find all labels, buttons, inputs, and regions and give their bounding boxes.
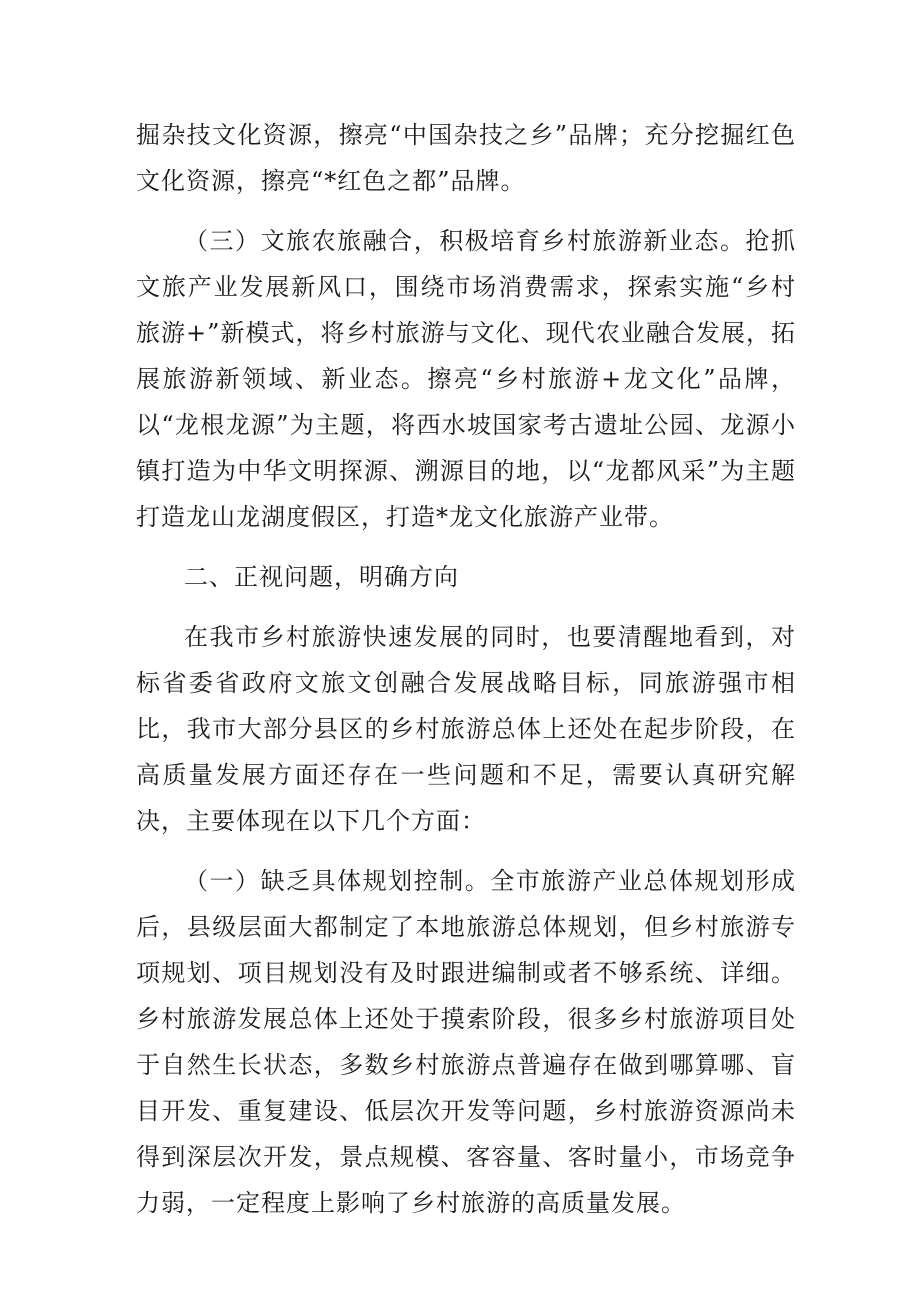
paragraph-problem-one: （一）缺乏具体规划控制。全市旅游产业总体规划形成后，县级层面大都制定了本地旅游总体规划，但乡村旅游专项规划、项目规划没有及时跟进编制或者不够系统、详细。乡村旅游发展总体上还处于摸索阶段，很多乡村旅游项目处于自然生长状态，多数乡村旅游点普遍存在做到哪算哪、盲目开发、重复建设、低层次开发等问题，乡村旅游资源尚未得到深层次开发，景点规模、客容量、客时量小，市场竞争力弱，一定程度上影响了乡村旅游的高质量发展。 xyxy=(136,867,796,1217)
paragraph-problems-intro: 在我市乡村旅游快速发展的同时，也要清醒地看到，对标省委省政府文旅文创融合发展战略目标，同旅游强市相比，我市大部分县区的乡村旅游总体上还处在起步阶段，在高质量发展方面还存在一些问题和不足，需要认真研究解决，主要体现在以下几个方面： xyxy=(136,623,796,835)
section-heading-two: 二、正视问题，明确方向 xyxy=(184,563,459,591)
paragraph-section-three: （三）文旅农旅融合，积极培育乡村旅游新业态。抢抓文旅产业发展新风口，围绕市场消费需求，探索实施“乡村旅游+”新模式，将乡村旅游与文化、现代农业融合发展，拓展旅游新领域、新业态。擦亮“乡村旅游+龙文化”品牌，以“龙根龙源”为主题，将西水坡国家考古遗址公园、龙源小镇打造为中华文明探源、溯源目的地，以“龙都风采”为主题打造龙山龙湖度假区，打造*龙文化旅游产业带。 xyxy=(136,227,796,531)
paragraph-continued-text: 掘杂技文化资源，擦亮“中国杂技之乡”品牌；充分挖掘红色文化资源，擦亮“*红色之都”品牌。 xyxy=(136,121,796,195)
document-body xyxy=(136,112,796,1240)
